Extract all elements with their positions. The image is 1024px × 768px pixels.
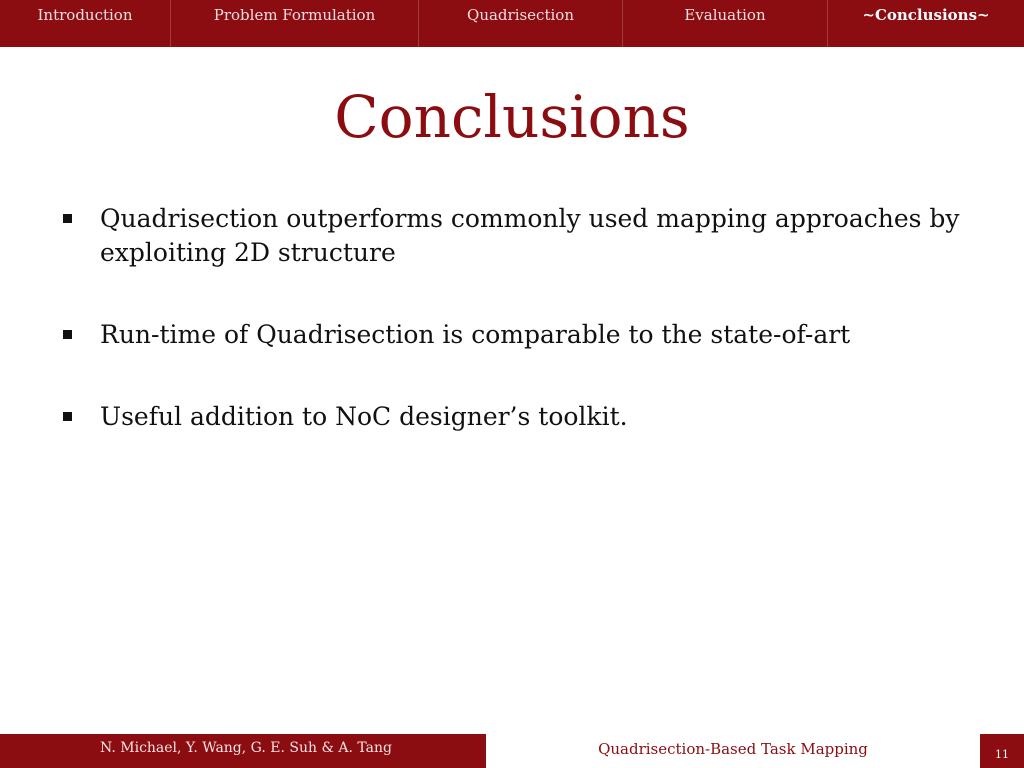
bullet-item [60,202,980,270]
top-navigation-bar [0,0,1024,47]
nav-tab-introduction[interactable] [0,0,171,47]
bullet-text: Run-time of Quadrisection is comparable to the state-of-art [100,320,851,349]
nav-tab-label: Problem Formulation [213,6,376,24]
footer-authors: N. Michael, Y. Wang, G. E. Suh & A. Tang [0,734,486,768]
nav-tab-problem-formulation[interactable] [171,0,419,47]
nav-tab-label: Evaluation [684,6,766,24]
square-bullet-icon [63,412,72,421]
bullet-item [60,318,980,352]
bullet-text: Useful addition to NoC designer’s toolkit. [100,402,628,431]
bullet-text: Quadrisection outperforms commonly used mapping approaches by exploiting 2D structure [100,204,960,267]
bullet-item [60,400,980,434]
nav-tab-quadrisection[interactable] [419,0,623,47]
page-number: 11 [980,734,1024,768]
slide-title: Conclusions [334,83,690,151]
bullet-list [60,202,980,434]
nav-tab-evaluation[interactable] [623,0,828,47]
square-bullet-icon [63,214,72,223]
nav-tab-label: Quadrisection [467,6,574,24]
nav-tab-label: Introduction [37,6,133,24]
footer-talk-title: Quadrisection-Based Task Mapping [598,740,868,758]
nav-tab-label: ~Conclusions~ [862,6,990,24]
nav-tab-conclusions[interactable] [828,0,1024,47]
square-bullet-icon [63,330,72,339]
